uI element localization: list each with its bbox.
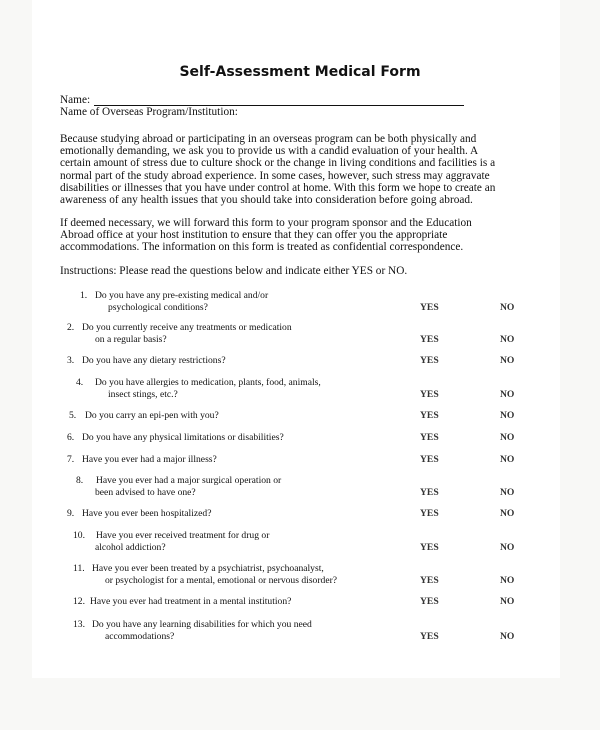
question-number: 13. [73,619,85,630]
program-label: Name of Overseas Program/Institution: [60,106,238,118]
yes-option[interactable]: YES [420,454,439,465]
question-text: Do you carry an epi-pen with you? [85,410,219,421]
question-text: Do you have any pre-existing medical and/or [95,290,269,301]
question-number: 6. [67,432,75,443]
question-text: Do you have any learning disabilities for which you need [92,619,312,630]
question-text: Have you ever received treatment for drug or [96,530,270,541]
page-title: Self-Assessment Medical Form [179,64,421,80]
yes-option[interactable]: YES [420,542,439,553]
no-option[interactable]: NO [500,631,515,642]
name-field[interactable] [60,94,464,106]
question-number: 8. [76,475,84,486]
question-number: 1. [80,290,88,301]
yes-option[interactable]: YES [420,575,439,586]
yes-option[interactable]: YES [420,389,439,400]
yes-option[interactable]: YES [420,487,439,498]
name-underline [94,95,464,106]
no-option[interactable]: NO [500,410,515,421]
question-number: 3. [67,355,75,366]
question-text: Do you have allergies to medication, plants, food, animals, [95,377,321,388]
no-option[interactable]: NO [500,575,515,586]
no-option[interactable]: NO [500,508,515,519]
question-text: Have you ever had treatment in a mental institution? [90,596,292,607]
question-text: Have you ever been hospitalized? [82,508,212,519]
no-option[interactable]: NO [500,487,515,498]
yes-option[interactable]: YES [420,334,439,345]
yes-option[interactable]: YES [420,596,439,607]
no-option[interactable]: NO [500,355,515,366]
paragraph-line: emotionally demanding, we ask you to provide us with a candid evaluation of your health. A [60,145,479,158]
question-number: 7. [67,454,75,465]
question-number: 12. [73,596,85,607]
question-number: 10. [73,530,85,541]
no-option[interactable]: NO [500,596,515,607]
paragraph-line: Abroad office at your host institution to ensure that they can offer you the appropriate [60,229,448,242]
paragraph-line: If deemed necessary, we will forward this form to your program sponsor and the Education [60,217,472,229]
question-number: 2. [67,322,75,333]
question-text: psychological conditions? [108,302,208,313]
paragraph-line: Because studying abroad or participating in an overseas program can be both physically and [60,133,477,145]
question-number: 11. [73,563,85,574]
yes-option[interactable]: YES [420,355,439,366]
name-label: Name: [60,94,91,106]
no-option[interactable]: NO [500,302,515,313]
question-text: on a regular basis? [95,334,167,345]
question-text: Do you currently receive any treatments or medication [82,322,292,333]
paragraph-line: awareness of any health issues that you should take into consideration before going abroad. [60,194,473,206]
question-text: Have you ever had a major illness? [82,454,217,465]
instructions: Instructions: Please read the questions below and indicate either YES or NO. [60,265,408,277]
question-number: 9. [67,508,75,519]
paragraph-line: normal part of the study abroad experience. In some cases, however, such stress may aggravate [60,169,490,182]
no-option[interactable]: NO [500,542,515,553]
paragraph-line: certain amount of stress due to culture shock or the change in living conditions and facilities is a [60,157,496,170]
question-number: 5. [69,410,77,421]
yes-option[interactable]: YES [420,631,439,642]
question-text: been advised to have one? [95,487,196,498]
yes-option[interactable]: YES [420,302,439,313]
no-option[interactable]: NO [500,334,515,345]
question-text: Have you ever been treated by a psychiatrist, psychoanalyst, [92,563,324,574]
yes-option[interactable]: YES [420,508,439,519]
no-option[interactable]: NO [500,389,515,400]
question-text: Do you have any dietary restrictions? [82,355,226,366]
yes-option[interactable]: YES [420,410,439,421]
question-text: accommodations? [105,631,175,642]
question-text: insect stings, etc.? [108,389,178,400]
yes-option[interactable]: YES [420,432,439,443]
no-option[interactable]: NO [500,432,515,443]
question-number: 4. [76,377,84,388]
paragraph-line: accommodations. The information on this form is treated as confidential correspondence. [60,241,464,254]
question-text: Do you have any physical limitations or disabilities? [82,432,284,443]
no-option[interactable]: NO [500,454,515,465]
paragraph-line: disabilities or illnesses that you have under control at home. With this form we hope to create an [60,181,496,194]
question-text: alcohol addiction? [95,542,166,553]
question-text: or psychologist for a mental, emotional or nervous disorder? [105,575,338,586]
question-text: Have you ever had a major surgical operation or [96,475,282,486]
